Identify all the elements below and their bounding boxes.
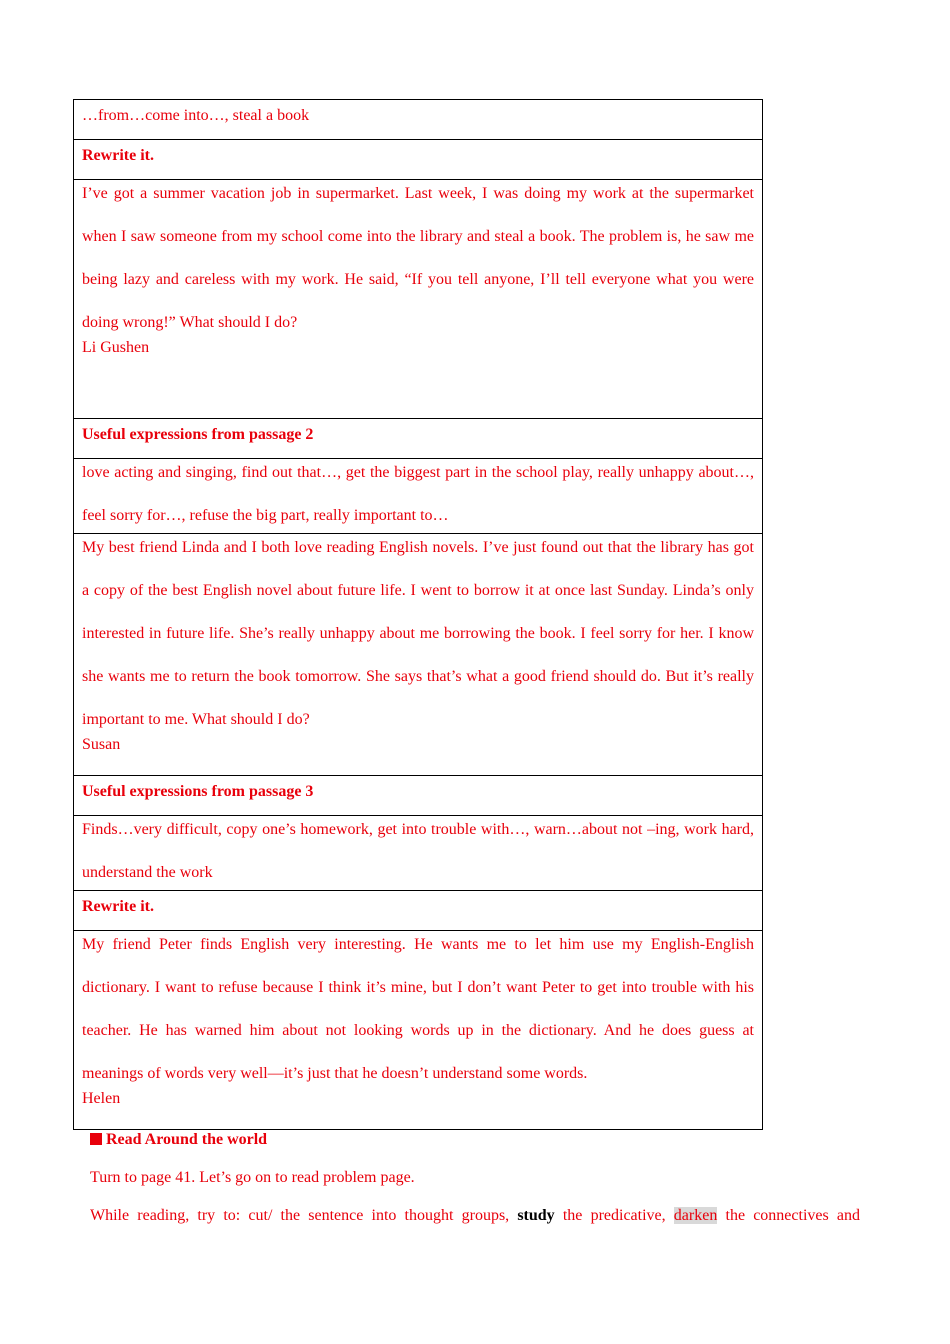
section-heading [90, 1131, 860, 1149]
cell-text: …from…come into…, steal a book [82, 107, 310, 124]
cell-heading: Rewrite it. [82, 147, 154, 164]
letter-signature: Helen [82, 1090, 121, 1107]
instruction-text: While reading, try to: cut/ the sentence into thought groups, [90, 1207, 518, 1224]
instruction-text: the predicative, [554, 1207, 674, 1224]
expressions-text: Finds…very difficult, copy one’s homework, get into trouble with…, warn…about not –ing, work hard, understand the work [82, 821, 754, 881]
instruction-text: the connectives and [717, 1207, 860, 1224]
table-row-letter [74, 526, 762, 776]
instruction-line [90, 1207, 860, 1225]
letter-signature: Li Gushen [82, 339, 150, 356]
letter-text: I’ve got a summer vacation job in supermarket. Last week, I was doing my work at the supermarket when I saw someone from my school come into the library and steal a book. The problem is, he saw me being lazy and careless with my work. He said, “If you tell anyone, I’ll tell everyone what you were doing wrong!” What should I do? [82, 185, 754, 331]
table-row-expressions [74, 808, 762, 891]
table-row-letter [74, 923, 762, 1130]
instruction-bold-word: study [517, 1207, 555, 1224]
table-row-letter [74, 172, 762, 419]
letter-signature: Susan [82, 736, 121, 753]
letter-text: My best friend Linda and I both love reading English novels. I’ve just found out that the library has got a copy of the best English novel about future life. I went to borrow it at once last Sunday. Linda’s only interested in future life. She’s really unhappy about me borrowing the book. I feel sorry for her. I know she wants me to return the book tomorrow. She says that’s what a good friend should do. But it’s really important to me. What should I do? [82, 539, 754, 728]
expressions-table [73, 99, 763, 1130]
table-row-expressions [74, 451, 762, 534]
instruction-text: Turn to page 41. Let’s go on to read problem page. [90, 1169, 415, 1186]
cell-heading: Rewrite it. [82, 898, 154, 915]
cell-heading: Useful expressions from passage 3 [82, 783, 314, 800]
expressions-text: love acting and singing, find out that…, get the biggest part in the school play, really unhappy about…, feel sorry for…, refuse the big part, really important to… [82, 464, 754, 524]
section-heading-text: Read Around the world [106, 1131, 268, 1148]
letter-text: My friend Peter finds English very interesting. He wants me to let him use my English-English dictionary. I want to refuse because I think it’s mine, but I don’t want Peter to get into trouble with his teacher. He has warned him about not looking words up in the dictionary. And he does guess at meanings of words very well—it’s just that he doesn’t understand some words. [82, 936, 754, 1082]
red-square-icon [90, 1133, 102, 1145]
highlighted-word: darken [673, 1207, 718, 1224]
cell-heading: Useful expressions from passage 2 [82, 426, 314, 443]
table-row [74, 100, 762, 140]
instruction-line [90, 1169, 860, 1187]
